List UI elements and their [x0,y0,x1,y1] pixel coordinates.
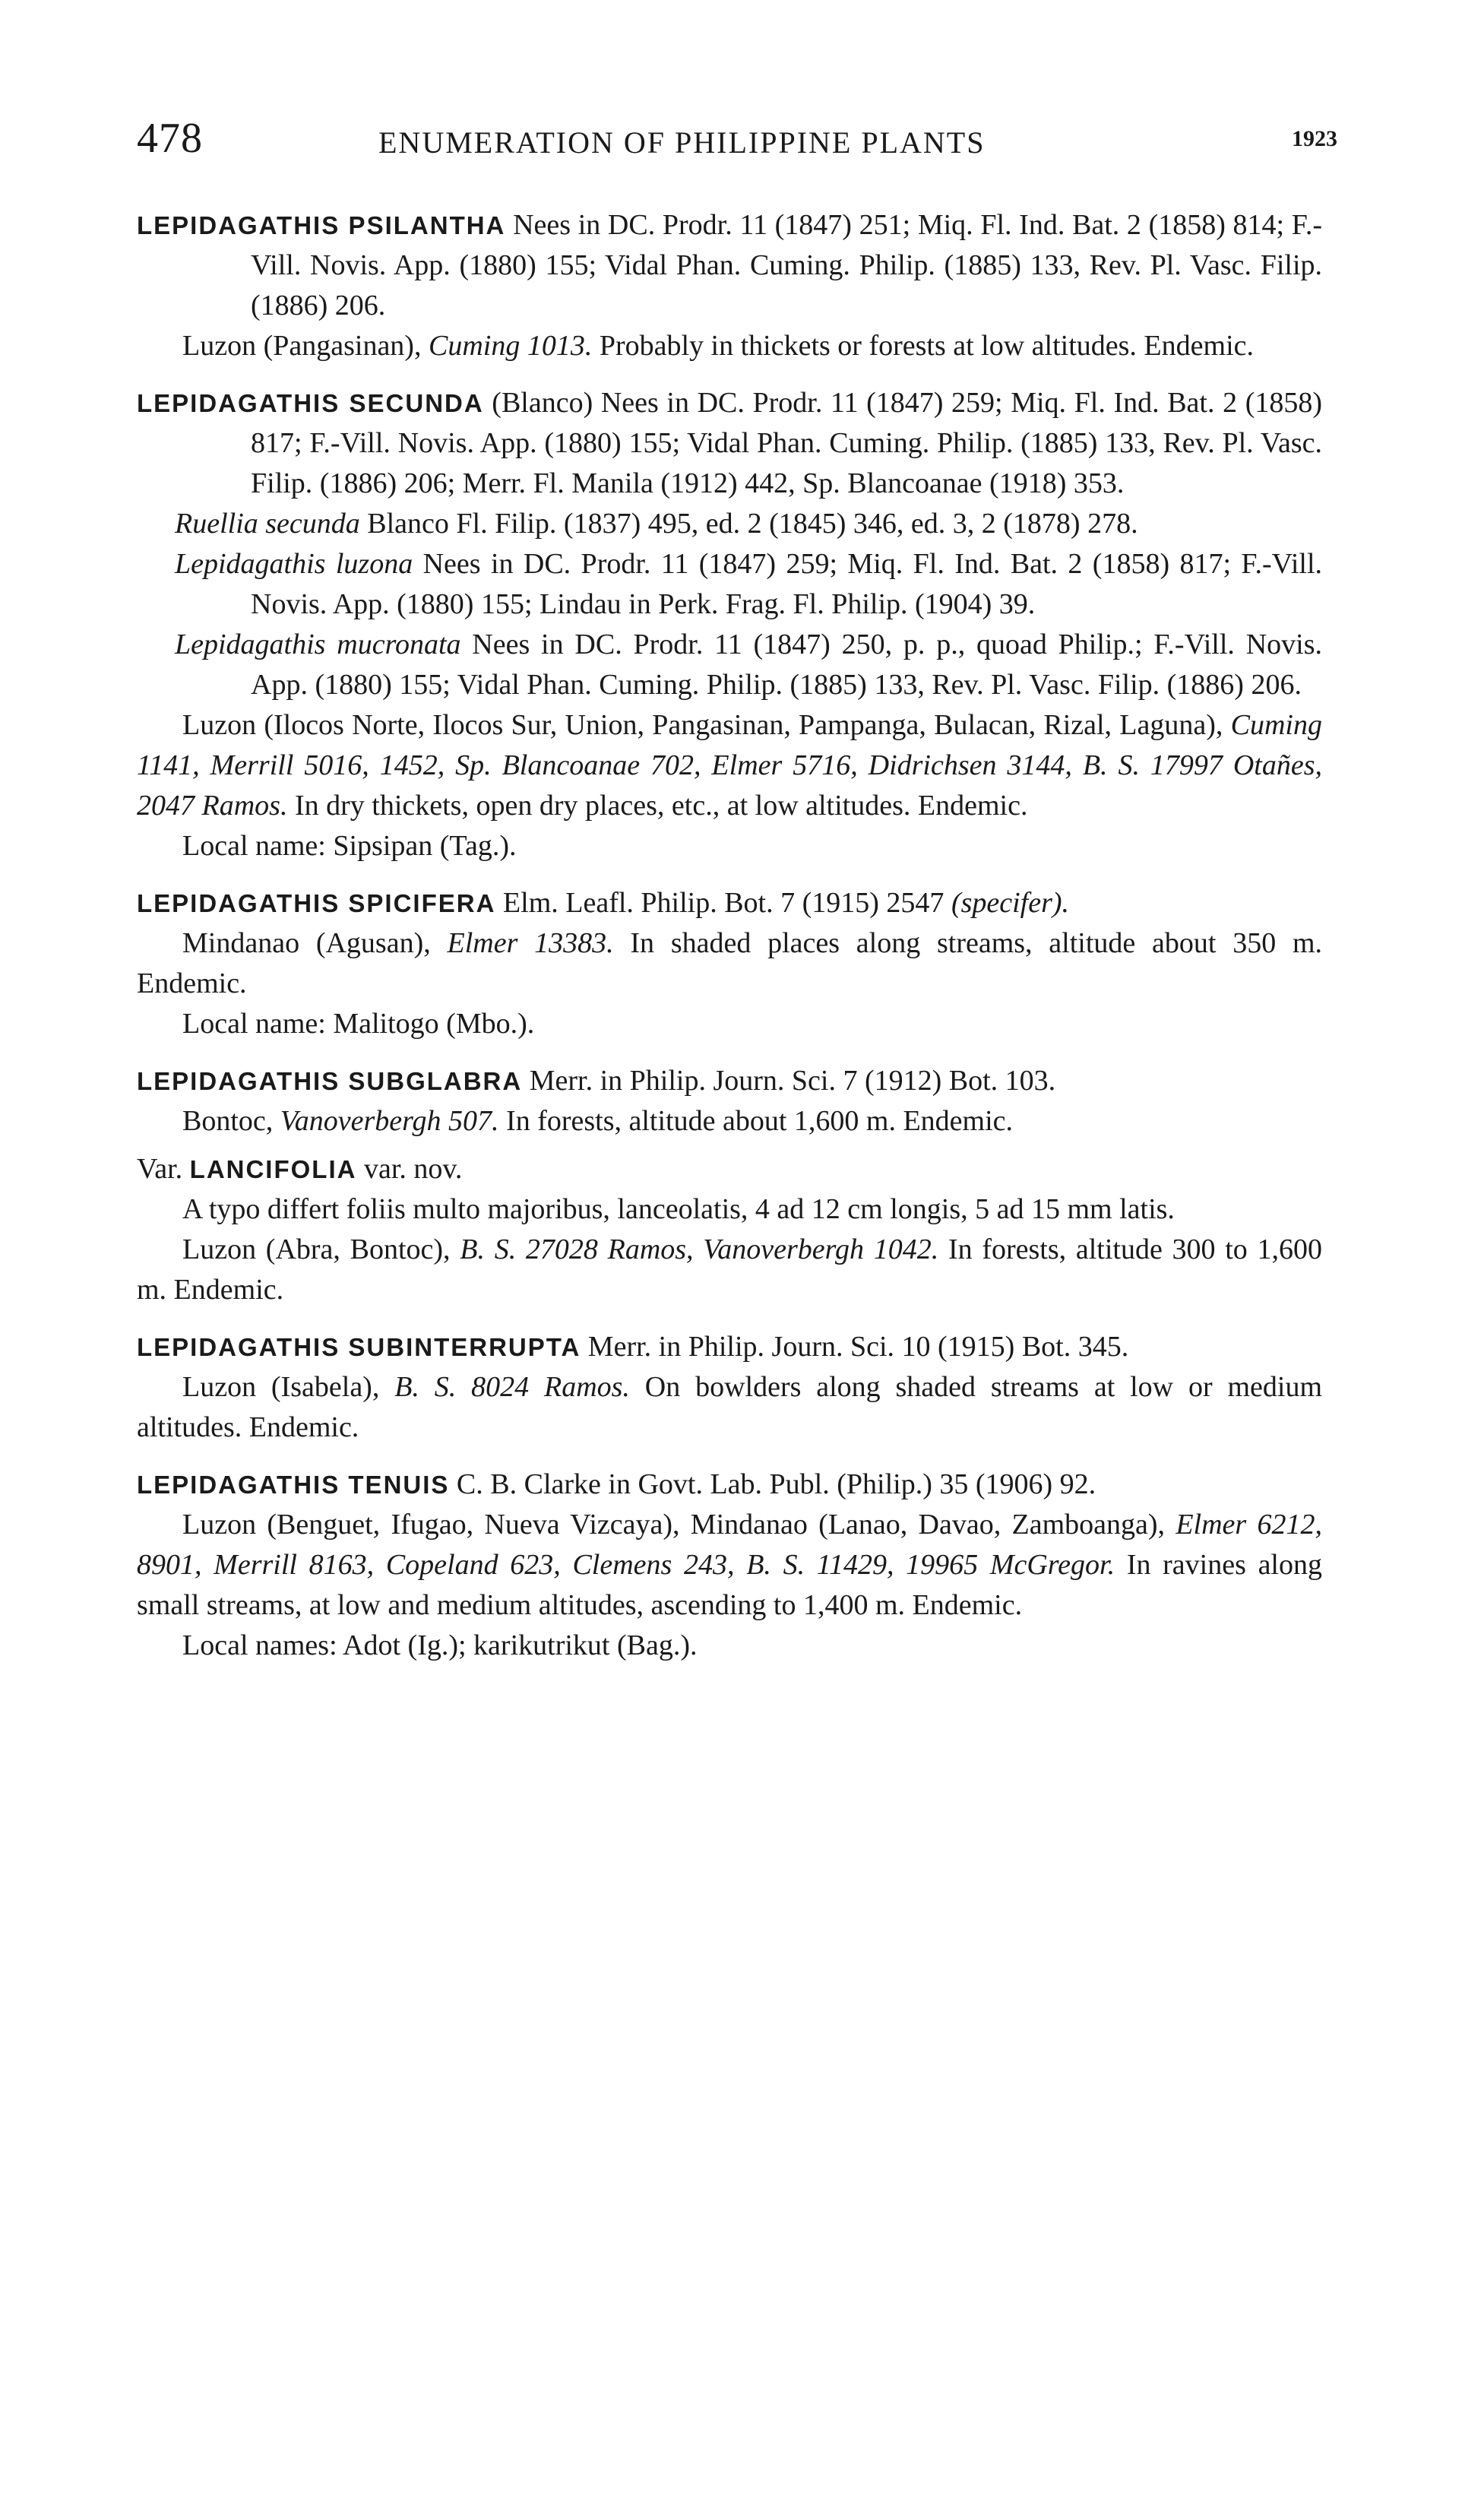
specimen-citation: B. S. 8024 Ramos. [394,1371,630,1403]
habitat-note: In forests, altitude about 1,600 m. Endemic. [506,1105,1014,1137]
species-entry-secunda [137,383,1322,866]
running-title: ENUMERATION OF PHILIPPINE PLANTS [378,125,986,160]
taxon-name: LEPIDAGATHIS SUBGLABRA [137,1067,523,1095]
variety-name: LANCIFOLIA [189,1155,357,1183]
species-entry-subglabra [137,1061,1322,1142]
distribution-paragraph [137,1367,1322,1448]
local-name: Local name: Sipsipan (Tag.). [182,830,517,862]
species-entry-subinterrupta [137,1327,1322,1448]
distribution-locality: Luzon (Pangasinan), [182,330,422,362]
synonym-name: Lepidagathis luzona [175,548,413,580]
distribution-paragraph [137,326,1322,366]
distribution-locality: Mindanao (Agusan), [182,927,431,959]
synonym-name: Ruellia secunda [175,508,360,540]
variety-description: A typo differt foliis multo majoribus, lanceolatis, 4 ad 12 cm longis, 5 ad 15 mm latis. [182,1193,1175,1225]
citation: Nees in DC. Prodr. 11 (1847) 251; Miq. Fl. Ind. Bat. 2 (1858) 814; F.-Vill. Novis. App. (1880) 155; Vidal Phan. Cuming. Philip. (1885) 133, Rev. Pl. Vasc. Filip. (1886) 206. [251,209,1323,321]
entry-heading [137,883,1322,923]
distribution-locality: Bontoc, [182,1105,274,1137]
habitat-note: In dry thickets, open dry places, etc., at low altitudes. Endemic. [294,790,1028,822]
habitat-note: In forests, altitude 300 to 1,600 m. Endemic. [137,1233,1323,1306]
document-page [137,114,1337,1666]
synonym [137,504,1322,544]
habitat-note: In shaded places along streams, altitude about 350 m. Endemic. [137,927,1323,999]
distribution-locality: Luzon (Ilocos Norte, Ilocos Sur, Union, Pangasinan, Pampanga, Bulacan, Rizal, Laguna), [182,709,1223,741]
synonym [137,625,1322,705]
specimen-citation: Elmer 6212, 8901, Merrill 8163, Copeland 623, Clemens 243, B. S. 11429, 19965 McGregor. [137,1509,1322,1581]
entry-heading [137,1327,1322,1367]
species-entry-psilantha [137,205,1322,366]
citation: Elm. Leafl. Philip. Bot. 7 (1915) 2547 [502,887,945,919]
specimen-citation: Cuming 1141, Merrill 5016, 1452, Sp. Blancoanae 702, Elmer 5716, Didrichsen 3144, B. S. 17997 Otañes, 2047 Ramos. [137,709,1322,822]
species-entry-tenuis [137,1465,1322,1666]
distribution-locality: Luzon (Abra, Bontoc), [182,1233,451,1265]
taxon-name: LEPIDAGATHIS SPICIFERA [137,889,496,917]
entry-heading [137,1465,1322,1505]
distribution-paragraph [137,923,1322,1004]
synonym [137,544,1322,625]
local-name: Local name: Malitogo (Mbo.). [182,1008,535,1040]
variety-heading [137,1149,1322,1189]
specimen-citation: Cuming 1013. [428,330,593,362]
entry-heading [137,383,1322,504]
distribution-locality: Luzon (Isabela), [182,1371,380,1403]
entry-heading [137,1061,1322,1101]
publication-year: 1923 [1292,126,1337,151]
variety-prefix: Var. [137,1153,183,1185]
citation: Merr. in Philip. Journ. Sci. 10 (1915) Bot. 345. [587,1331,1129,1363]
taxon-name: LEPIDAGATHIS TENUIS [137,1471,450,1499]
specimen-citation: B. S. 27028 Ramos, Vanoverbergh 1042. [460,1233,939,1265]
taxon-name: LEPIDAGATHIS PSILANTHA [137,211,506,239]
synonym-citation: Nees in DC. Prodr. 11 (1847) 259; Miq. Fl. Ind. Bat. 2 (1858) 817; F.-Vill. Novis. App. (1880) 155; Lindau in Perk. Frag. Fl. Philip. (1904) 39. [251,548,1323,620]
habitat-note: Probably in thickets or forests at low altitudes. Endemic. [599,330,1254,362]
distribution-paragraph [137,1230,1322,1310]
citation: Merr. in Philip. Journ. Sci. 7 (1912) Bot. 103. [529,1065,1056,1097]
species-entry-spicifera [137,883,1322,1044]
variety-suffix: var. nov. [363,1153,463,1185]
synonym-citation: Nees in DC. Prodr. 11 (1847) 250, p. p., quoad Philip.; F.-Vill. Novis. App. (1880) 155; Vidal Phan. Cuming. Philip. (1885) 133, Rev. Pl. Vasc. Filip. (1886) 206. [251,629,1322,701]
distribution-paragraph [137,1505,1322,1626]
habitat-note: On bowlders along shaded streams at low or medium altitudes. Endemic. [137,1371,1323,1443]
habitat-note: In ravines along small streams, at low and medium altitudes, ascending to 1,400 m. Endemic. [137,1549,1322,1621]
citation: (Blanco) Nees in DC. Prodr. 11 (1847) 259; Miq. Fl. Ind. Bat. 2 (1858) 817; F.-Vill. Novis. App. (1880) 155; Vidal Phan. Cuming. Philip. (1885) 133, Rev. Pl. Vasc. Filip. (1886) 206; Merr. Fl. Manila (1912) 442, Sp. Blancoanae (1918) 353. [251,387,1323,499]
citation-note: (specifer). [951,887,1070,919]
variety-entry-lancifolia [137,1149,1322,1310]
document-body [137,205,1322,1666]
synonym-citation: Blanco Fl. Filip. (1837) 495, ed. 2 (1845) 346, ed. 3, 2 (1878) 278. [367,508,1138,540]
page-number: 478 [137,115,203,162]
taxon-name: LEPIDAGATHIS SUBINTERRUPTA [137,1333,581,1361]
distribution-locality: Luzon (Benguet, Ifugao, Nueva Vizcaya), Mindanao (Lanao, Davao, Zamboanga), [182,1509,1166,1541]
distribution-paragraph [137,1101,1322,1142]
entry-heading [137,205,1322,326]
synonym-name: Lepidagathis mucronata [175,629,461,660]
citation: C. B. Clarke in Govt. Lab. Publ. (Philip.) 35 (1906) 92. [456,1468,1096,1500]
taxon-name: LEPIDAGATHIS SECUNDA [137,389,484,417]
specimen-citation: Elmer 13383. [447,927,614,959]
specimen-citation: Vanoverbergh 507. [280,1105,499,1137]
running-header [137,114,1337,175]
local-name: Local names: Adot (Ig.); karikutrikut (Bag.). [182,1629,698,1661]
distribution-paragraph [137,705,1322,826]
